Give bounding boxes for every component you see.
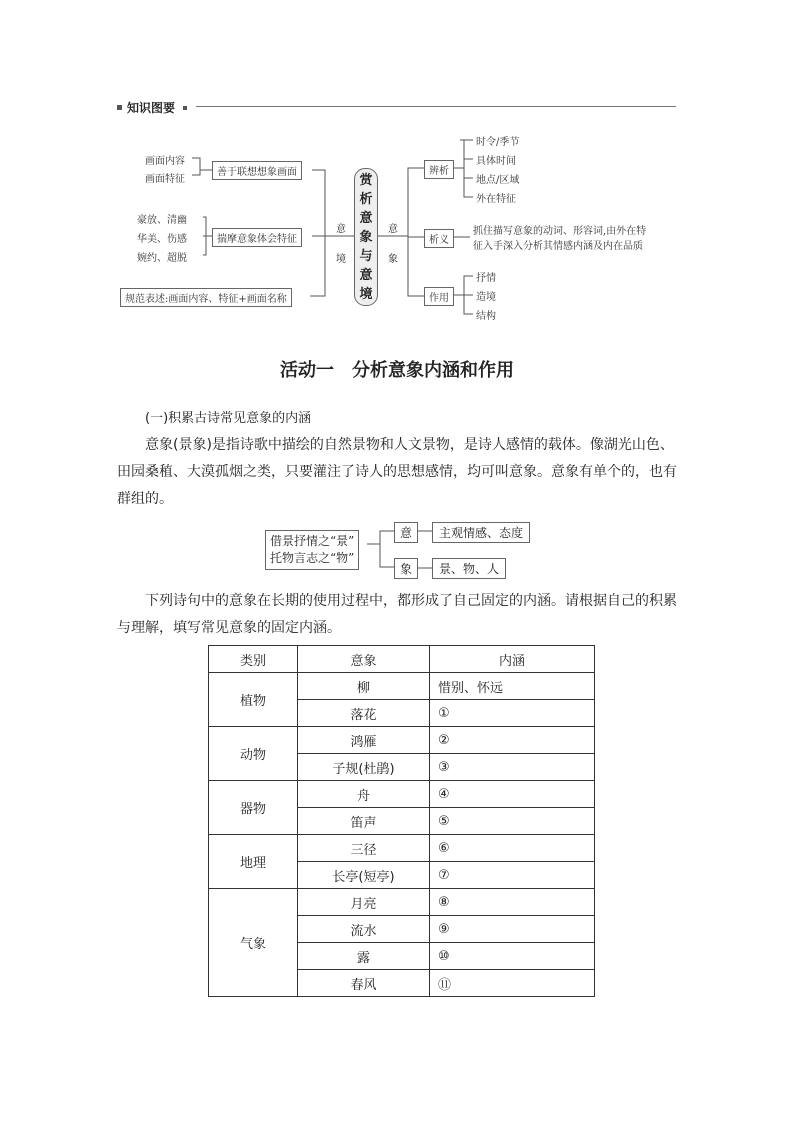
image-cell: 子规(杜鹃) [298, 754, 430, 781]
table-row [209, 835, 595, 862]
center-topic-box: 赏 析 意 象 与 意 境 [354, 168, 378, 306]
paragraph-intro: 意象(景象)是指诗歌中描绘的自然景物和人文景物，是诗人感情的载体。像湖光山色、田园桑稙、大漠孤烟之类，只要灌注了诗人的思想感情，均可叫意象。意象有单个的，也有群组的。 [117, 437, 677, 507]
activity-title: 活动一 分析意象内涵和作用 [280, 360, 514, 381]
image-cell: 柳 [298, 673, 430, 700]
left-style-2: 华美、伤感 [137, 234, 187, 245]
table-row [209, 727, 595, 754]
zuoyong-item-1: 抒情 [476, 273, 496, 284]
image-cell: 月亮 [298, 889, 430, 916]
diagram2-xiang-box: 象 [394, 558, 418, 579]
left-item-content: 画面内容 [145, 156, 185, 167]
left-item-feature: 画面特征 [145, 174, 185, 185]
box-zuoyong: 作用 [424, 287, 454, 306]
meaning-cell: ① [430, 700, 595, 727]
xiyi-text-2: 征入手深入分析其情感内涵及内在品质 [473, 241, 643, 252]
box-xiyi: 析义 [424, 229, 454, 248]
meaning-cell: 惜别、怀远 [430, 673, 595, 700]
meaning-cell: ⑨ [430, 916, 595, 943]
meaning-cell: ⑦ [430, 862, 595, 889]
category-cell: 器物 [209, 781, 298, 835]
left-style-1: 豪放、清幽 [137, 215, 187, 226]
meaning-cell: ⑪ [430, 970, 595, 997]
header-image: 意象 [298, 646, 430, 673]
category-cell: 动物 [209, 727, 298, 781]
meaning-cell: ③ [430, 754, 595, 781]
box-feature-analysis: 揣摩意象体会特征 [212, 228, 302, 247]
subheading: (一)积累古诗常见意象的内涵 [145, 411, 312, 426]
bianxi-item-3: 地点/区域 [476, 175, 520, 186]
image-cell: 三径 [298, 835, 430, 862]
meaning-cell: ② [430, 727, 595, 754]
image-cell: 笛声 [298, 808, 430, 835]
meaning-cell: ⑧ [430, 889, 595, 916]
imagery-table [208, 645, 595, 997]
box-imagine-picture: 善于联想想象画面 [212, 161, 302, 180]
header-meaning: 内涵 [430, 646, 595, 673]
header-category: 类别 [209, 646, 298, 673]
image-cell: 鸿雁 [298, 727, 430, 754]
diagram2-left-box: 借景抒情之“景” 托物言志之“物” [265, 530, 359, 570]
category-cell: 地理 [209, 835, 298, 889]
bianxi-item-4: 外在特征 [476, 194, 516, 205]
meaning-cell: ⑤ [430, 808, 595, 835]
label-yixiang: 意 象 [388, 224, 398, 265]
category-cell: 气象 [209, 889, 298, 997]
image-cell: 露 [298, 943, 430, 970]
zuoyong-item-2: 造境 [476, 292, 496, 303]
zuoyong-item-3: 结构 [476, 311, 496, 322]
table-row [209, 781, 595, 808]
meaning-cell: ⑩ [430, 943, 595, 970]
meaning-cell: ⑥ [430, 835, 595, 862]
diagram2-yi-box: 意 [394, 522, 418, 543]
image-cell: 舟 [298, 781, 430, 808]
meaning-cell: ④ [430, 781, 595, 808]
label-yijing: 意 境 [336, 224, 346, 265]
box-bianxi: 辨析 [424, 160, 454, 179]
table-header-row [209, 646, 595, 673]
category-cell: 植物 [209, 673, 298, 727]
box-norm-expression: 规范表述:画面内容、特征+画面名称 [120, 288, 292, 307]
left-style-3: 婉约、超脱 [137, 253, 187, 264]
diagram2-yi-desc: 主观情感、态度 [432, 522, 530, 543]
table-row [209, 673, 595, 700]
section-header: 知识图要 [117, 99, 192, 116]
diagram2-xiang-desc: 景、物、人 [432, 558, 506, 579]
table-row [209, 889, 595, 916]
image-cell: 落花 [298, 700, 430, 727]
bianxi-item-2: 具体时间 [476, 156, 516, 167]
image-cell: 长亭(短亭) [298, 862, 430, 889]
xiyi-text-1: 抓住描写意象的动词、形容词,由外在特 [473, 226, 647, 237]
image-cell: 流水 [298, 916, 430, 943]
bianxi-item-1: 时令/季节 [476, 137, 520, 148]
paragraph-instruction: 下列诗句中的意象在长期的使用过程中，都形成了自己固定的内涵。请根据自己的积累与理解，填写常见意象的固定内涵。 [117, 593, 677, 636]
image-cell: 春风 [298, 970, 430, 997]
